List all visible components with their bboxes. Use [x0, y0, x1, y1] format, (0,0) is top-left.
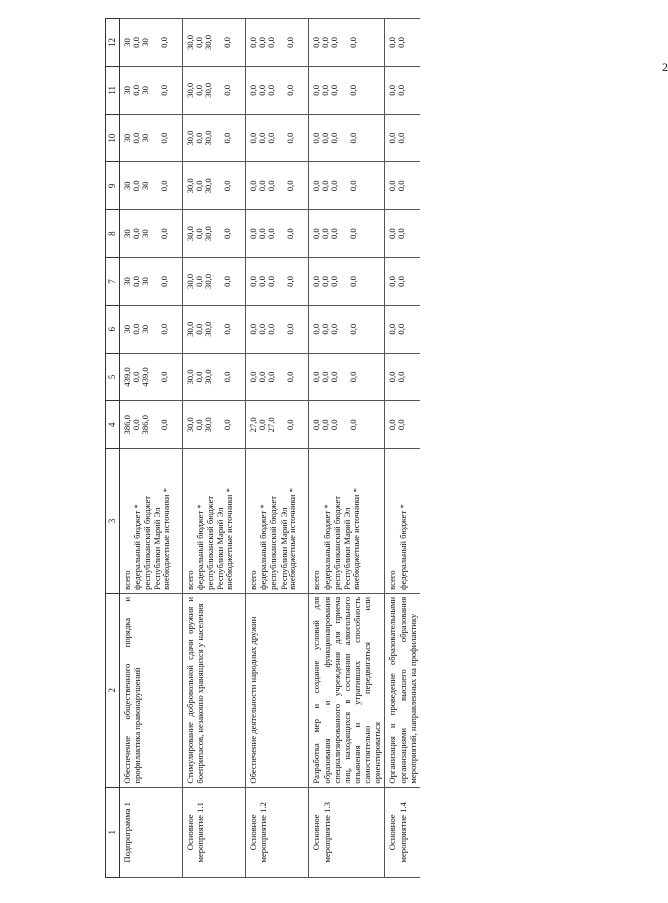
year-values — [309, 353, 385, 401]
budget-value: 0,0 — [257, 132, 268, 144]
year-values — [182, 66, 245, 114]
budget-value: 0,0 — [193, 132, 204, 144]
budget-value: 0,0 — [396, 84, 407, 96]
year-values — [182, 353, 245, 401]
funding-sources — [246, 449, 309, 594]
year-values — [182, 305, 245, 353]
year-values — [119, 258, 182, 306]
budget-value: 30 — [121, 181, 132, 191]
budget-value: 0,0 — [320, 276, 331, 287]
year-values — [309, 401, 385, 449]
budget-value: 0,0 — [248, 371, 259, 383]
funding-source-label: внебюджетные источники * — [224, 488, 235, 590]
budget-value: 30,0 — [202, 34, 213, 50]
budget-value: 0,0 — [158, 84, 169, 96]
budget-value: 30 — [139, 229, 150, 238]
funding-source-label: федеральный бюджет * — [258, 504, 269, 590]
budget-value: 0,0 — [257, 323, 268, 335]
budget-value: 0,0 — [257, 419, 268, 431]
column-number-4: 4 — [106, 401, 120, 449]
budget-value: 0,0 — [311, 84, 322, 96]
budget-value: 0,0 — [387, 323, 398, 335]
budget-value: 0,0 — [130, 419, 141, 431]
year-values — [385, 114, 420, 162]
budget-value: 0,0 — [193, 228, 204, 240]
budget-value: 0,0 — [329, 276, 340, 287]
funding-source-label: всего — [248, 570, 259, 590]
column-number-7: 7 — [106, 258, 120, 306]
year-values — [246, 401, 309, 449]
year-values — [119, 305, 182, 353]
budget-value: 0,0 — [311, 323, 322, 335]
budget-value: 0,0 — [285, 84, 296, 96]
budget-value: 0,0 — [193, 84, 204, 96]
column-number-9: 9 — [106, 162, 120, 210]
program-code: Основное мероприятие 1.4 — [385, 787, 420, 877]
budget-value: 0,0 — [248, 84, 259, 96]
budget-value: 0,0 — [158, 132, 169, 144]
budget-value: 30 — [121, 86, 132, 95]
budget-value: 0,0 — [329, 419, 340, 431]
budget-value: 0,0 — [221, 371, 232, 383]
budget-value: 0,0 — [158, 323, 169, 335]
program-code: Основное мероприятие 1.1 — [182, 787, 245, 877]
budget-value: 0,0 — [130, 323, 141, 335]
budget-value: 0,0 — [396, 323, 407, 335]
budget-value: 0,0 — [158, 419, 169, 431]
column-number-3: 3 — [106, 449, 120, 594]
budget-value: 0,0 — [130, 37, 141, 48]
year-values — [246, 66, 309, 114]
budget-value: 0,0 — [285, 276, 296, 287]
budget-value: 0,0 — [221, 323, 232, 335]
budget-value: 0,0 — [257, 84, 268, 96]
budget-value: 0,0 — [387, 180, 398, 192]
budget-value: 0,0 — [311, 371, 322, 383]
budget-value: 0,0 — [396, 419, 407, 431]
budget-value: 0,0 — [396, 371, 407, 383]
budget-value: 0,0 — [130, 371, 141, 383]
budget-value: 30,0 — [184, 321, 195, 337]
year-values — [182, 258, 245, 306]
budget-value: 0,0 — [266, 84, 277, 96]
budget-value: 439,0 — [139, 367, 150, 387]
budget-value: 0,0 — [158, 37, 169, 48]
budget-value: 0,0 — [221, 132, 232, 144]
budget-value: 0,0 — [311, 132, 322, 144]
funding-source-label: всего — [184, 570, 195, 590]
column-number-8: 8 — [106, 210, 120, 258]
budget-value: 0,0 — [158, 276, 169, 287]
budget-value: 0,0 — [387, 84, 398, 96]
budget-value: 30 — [121, 277, 132, 286]
budget-value: 0,0 — [348, 84, 359, 96]
budget-value: 0,0 — [348, 323, 359, 335]
budget-value: 30,0 — [184, 178, 195, 194]
budget-value: 27,0 — [266, 417, 277, 433]
year-values — [119, 19, 182, 67]
year-values — [246, 114, 309, 162]
column-number-12: 12 — [106, 19, 120, 67]
budget-value: 0,0 — [193, 37, 204, 48]
budget-value: 0,0 — [311, 419, 322, 431]
year-values — [385, 305, 420, 353]
year-values — [119, 353, 182, 401]
budget-value: 30 — [121, 133, 132, 143]
budget-value: 0,0 — [257, 276, 268, 287]
budget-value: 0,0 — [320, 84, 331, 96]
budget-value: 0,0 — [158, 180, 169, 192]
column-number-row — [106, 19, 120, 878]
budget-value: 0,0 — [285, 132, 296, 144]
program-name: Разработка мер и создание условий для образования и функционирования специализированного учреждения для приема лиц, находящихся в состоянии алкогольного опьянения и утративших способность самостоятельно передвигаться или ориентироваться — [309, 593, 385, 787]
year-values — [309, 210, 385, 258]
budget-value: 0,0 — [387, 37, 398, 48]
budget-value: 30,0 — [202, 369, 213, 385]
budget-value: 439,0 — [121, 367, 132, 387]
budget-value: 0,0 — [248, 180, 259, 192]
year-values — [246, 210, 309, 258]
budget-value: 30 — [121, 324, 132, 334]
budget-value: 30 — [121, 38, 132, 47]
table-body — [119, 19, 420, 878]
year-values — [385, 210, 420, 258]
budget-value: 0,0 — [266, 323, 277, 335]
budget-value: 0,0 — [257, 37, 268, 48]
budget-value: 0,0 — [396, 132, 407, 144]
budget-value: 0,0 — [266, 276, 277, 287]
budget-value: 0,0 — [158, 228, 169, 240]
budget-value: 0,0 — [248, 37, 259, 48]
year-values — [246, 162, 309, 210]
year-values — [246, 305, 309, 353]
funding-source-label: федеральный бюджет * — [397, 504, 408, 590]
budget-value: 0,0 — [320, 371, 331, 383]
funding-source-label: федеральный бюджет * — [131, 504, 142, 590]
budget-value: 0,0 — [285, 419, 296, 431]
year-values — [119, 401, 182, 449]
funding-sources — [309, 449, 385, 594]
funding-source-label: всего — [387, 570, 398, 590]
budget-value: 0,0 — [387, 371, 398, 383]
budget-value: 30 — [139, 86, 150, 95]
budget-value: 30,0 — [202, 130, 213, 146]
table-row — [182, 19, 245, 878]
budget-value: 0,0 — [387, 419, 398, 431]
budget-value: 0,0 — [320, 132, 331, 144]
funding-source-label: внебюджетные источники * — [350, 488, 361, 590]
budget-value: 30 — [139, 181, 150, 191]
budget-value: 0,0 — [221, 37, 232, 48]
budget-value: 30 — [139, 38, 150, 47]
column-number-6: 6 — [106, 305, 120, 353]
budget-value: 386,0 — [121, 415, 132, 435]
year-values — [309, 258, 385, 306]
budget-value: 0,0 — [329, 228, 340, 240]
budget-value: 0,0 — [387, 276, 398, 287]
budget-value: 0,0 — [329, 180, 340, 192]
year-values — [182, 19, 245, 67]
budget-value: 0,0 — [348, 371, 359, 383]
program-code: Основное мероприятие 1.3 — [309, 787, 385, 877]
year-values — [119, 114, 182, 162]
budget-value: 30,0 — [184, 273, 195, 289]
program-code: Подпрограмма 1 — [119, 787, 182, 877]
budget-value: 30,0 — [184, 226, 195, 242]
budget-value: 30 — [139, 133, 150, 143]
budget-value: 0,0 — [348, 37, 359, 48]
budget-value: 0,0 — [248, 228, 259, 240]
table-row — [385, 19, 420, 878]
budget-value: 0,0 — [285, 323, 296, 335]
budget-value: 0,0 — [285, 180, 296, 192]
budget-value: 0,0 — [348, 180, 359, 192]
funding-source-label: республиканский бюджет Республики Марий Эл — [205, 495, 226, 590]
budget-value: 30,0 — [184, 82, 195, 98]
budget-value: 0,0 — [320, 323, 331, 335]
budget-value: 0,0 — [311, 37, 322, 48]
budget-value: 0,0 — [130, 180, 141, 192]
budget-table — [105, 18, 420, 878]
funding-source-label: федеральный бюджет * — [321, 504, 332, 590]
budget-value: 0,0 — [266, 37, 277, 48]
budget-value: 30,0 — [184, 369, 195, 385]
funding-source-label: внебюджетные источники * — [287, 488, 298, 590]
budget-value: 0,0 — [396, 228, 407, 240]
year-values — [309, 162, 385, 210]
budget-value: 0,0 — [285, 37, 296, 48]
budget-value: 0,0 — [193, 180, 204, 192]
funding-source-label: республиканский бюджет Республики Марий Эл — [268, 495, 289, 590]
year-values — [182, 114, 245, 162]
year-values — [309, 114, 385, 162]
budget-value: 0,0 — [221, 276, 232, 287]
budget-value: 0,0 — [387, 228, 398, 240]
budget-value: 0,0 — [348, 419, 359, 431]
budget-value: 30,0 — [202, 417, 213, 433]
budget-value: 30,0 — [184, 130, 195, 146]
budget-table-sheet — [105, 18, 625, 878]
budget-value: 30,0 — [184, 417, 195, 433]
year-values — [119, 66, 182, 114]
column-number-5: 5 — [106, 353, 120, 401]
budget-value: 0,0 — [311, 180, 322, 192]
year-values — [182, 210, 245, 258]
budget-value: 0,0 — [221, 228, 232, 240]
program-name: Организация и проведение образовательными организациями высшего образования мероприятий, направленных на профилактику — [385, 593, 420, 787]
budget-value: 386,0 — [139, 415, 150, 435]
year-values — [309, 66, 385, 114]
funding-sources — [182, 449, 245, 594]
budget-value: 0,0 — [248, 323, 259, 335]
year-values — [182, 162, 245, 210]
year-values — [385, 401, 420, 449]
column-number-1: 1 — [106, 787, 120, 877]
funding-source-label: всего — [311, 570, 322, 590]
budget-value: 0,0 — [329, 371, 340, 383]
budget-value: 30,0 — [202, 226, 213, 242]
budget-value: 0,0 — [329, 37, 340, 48]
year-values — [182, 401, 245, 449]
budget-value: 27,0 — [248, 417, 259, 433]
funding-source-label: республиканский бюджет Республики Марий Эл — [141, 495, 163, 590]
budget-value: 0,0 — [221, 419, 232, 431]
budget-value: 0,0 — [158, 371, 169, 383]
budget-value: 0,0 — [329, 132, 340, 144]
budget-value: 0,0 — [130, 276, 141, 287]
budget-value: 0,0 — [257, 228, 268, 240]
budget-value: 0,0 — [130, 84, 141, 96]
year-values — [246, 353, 309, 401]
budget-value: 0,0 — [329, 323, 340, 335]
budget-value: 0,0 — [320, 180, 331, 192]
budget-value: 0,0 — [266, 371, 277, 383]
table-row — [246, 19, 309, 878]
year-values — [385, 162, 420, 210]
budget-value: 0,0 — [348, 228, 359, 240]
budget-value: 30 — [139, 277, 150, 286]
table-row — [309, 19, 385, 878]
budget-value: 0,0 — [221, 84, 232, 96]
budget-value: 0,0 — [387, 132, 398, 144]
year-values — [385, 258, 420, 306]
budget-value: 0,0 — [266, 228, 277, 240]
year-values — [309, 19, 385, 67]
budget-value: 0,0 — [193, 371, 204, 383]
funding-source-label: республиканский бюджет Республики Марий Эл — [331, 495, 352, 590]
column-number-2: 2 — [106, 593, 120, 787]
year-values — [385, 353, 420, 401]
budget-value: 0,0 — [329, 84, 340, 96]
budget-value: 0,0 — [257, 180, 268, 192]
budget-value: 30,0 — [202, 273, 213, 289]
table-row — [119, 19, 182, 878]
budget-value: 0,0 — [348, 132, 359, 144]
funding-source-label: федеральный бюджет * — [195, 504, 206, 590]
page-number: 2 — [662, 60, 668, 74]
funding-source-label: всего — [121, 570, 132, 590]
budget-value: 0,0 — [130, 132, 141, 144]
budget-value: 30,0 — [202, 321, 213, 337]
budget-value: 30,0 — [202, 82, 213, 98]
budget-value: 0,0 — [348, 276, 359, 287]
program-name: Стимулирование добровольной сдачи оружия и боеприпасов, незаконно хранящихся у населения — [182, 593, 245, 787]
year-values — [119, 162, 182, 210]
budget-value: 0,0 — [285, 228, 296, 240]
budget-value: 0,0 — [320, 228, 331, 240]
year-values — [246, 19, 309, 67]
budget-value: 0,0 — [130, 228, 141, 240]
budget-value: 0,0 — [221, 180, 232, 192]
budget-value: 0,0 — [311, 228, 322, 240]
column-number-10: 10 — [106, 114, 120, 162]
budget-value: 0,0 — [311, 276, 322, 287]
budget-value: 0,0 — [193, 323, 204, 335]
year-values — [385, 19, 420, 67]
year-values — [119, 210, 182, 258]
budget-value: 0,0 — [396, 180, 407, 192]
budget-value: 0,0 — [193, 276, 204, 287]
budget-value: 0,0 — [320, 37, 331, 48]
budget-value: 30 — [139, 324, 150, 334]
funding-sources — [119, 449, 182, 594]
year-values — [309, 305, 385, 353]
budget-value: 0,0 — [193, 419, 204, 431]
funding-sources — [385, 449, 420, 594]
budget-value: 30,0 — [202, 178, 213, 194]
budget-value: 30 — [121, 229, 132, 238]
program-name: Обеспечение общественного порядка и профилактика правонарушений — [119, 593, 182, 787]
column-number-11: 11 — [106, 66, 120, 114]
budget-value: 0,0 — [248, 276, 259, 287]
program-name: Обеспечение деятельности народных дружин — [246, 593, 309, 787]
budget-value: 30,0 — [184, 34, 195, 50]
budget-value: 0,0 — [396, 276, 407, 287]
year-values — [246, 258, 309, 306]
budget-value: 0,0 — [285, 371, 296, 383]
budget-value: 0,0 — [396, 37, 407, 48]
budget-value: 0,0 — [248, 132, 259, 144]
budget-value: 0,0 — [320, 419, 331, 431]
program-code: Основное мероприятие 1.2 — [246, 787, 309, 877]
budget-value: 0,0 — [266, 132, 277, 144]
budget-value: 0,0 — [266, 180, 277, 192]
year-values — [385, 66, 420, 114]
budget-value: 0,0 — [257, 371, 268, 383]
funding-source-label: внебюджетные источники * — [160, 488, 171, 590]
